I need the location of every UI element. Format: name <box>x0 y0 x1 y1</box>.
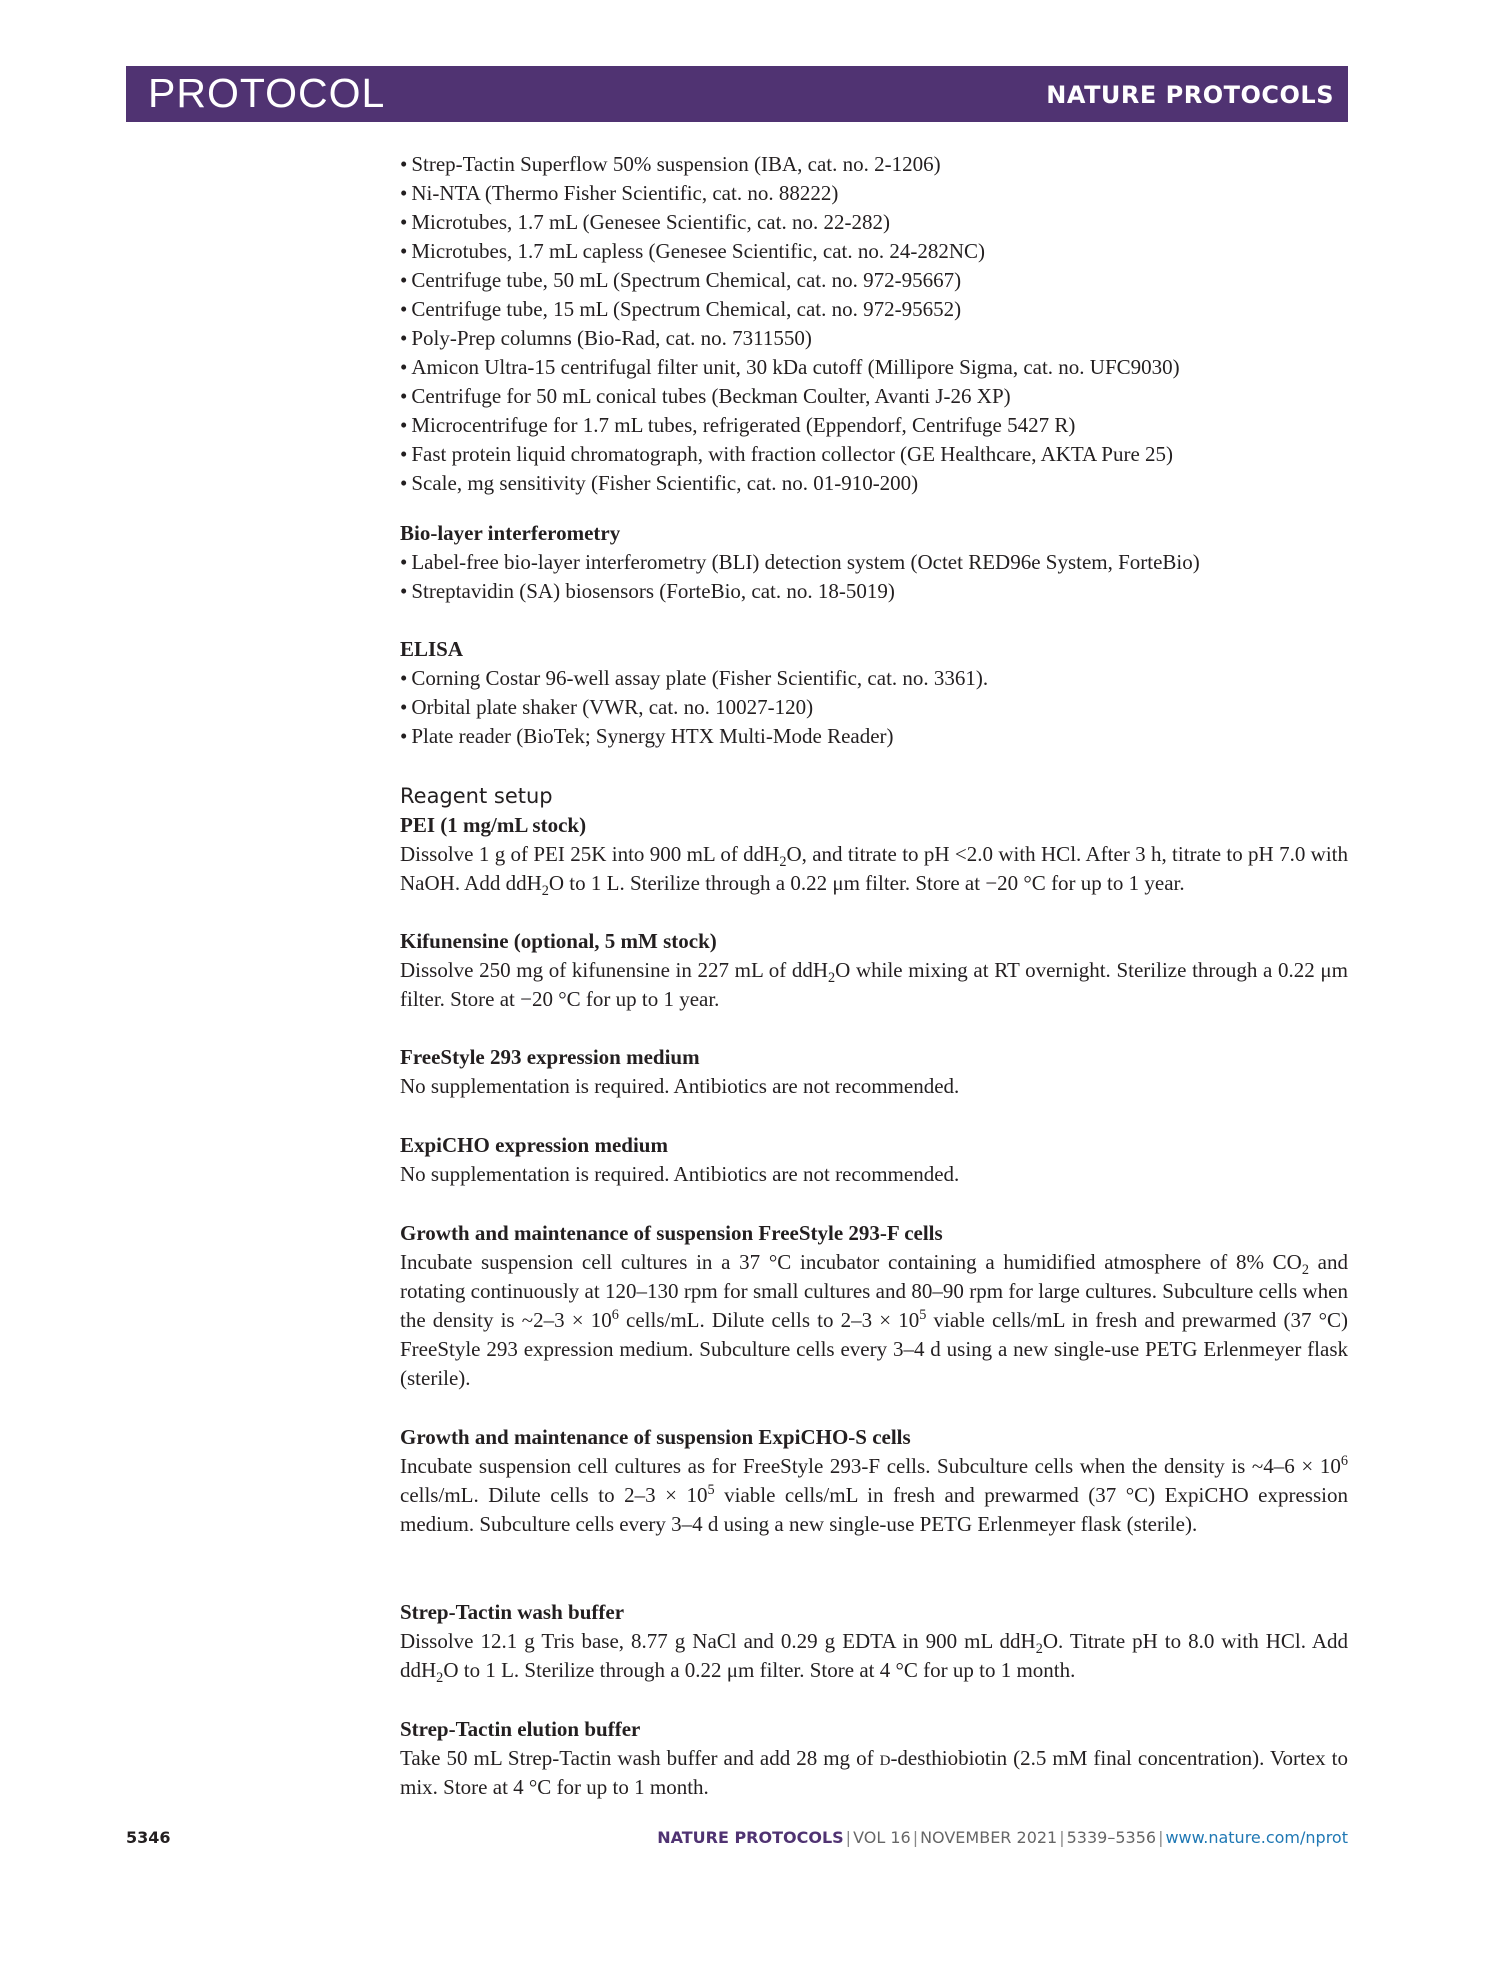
page-footer <box>126 1828 1348 1854</box>
footer-journal: NATURE PROTOCOLS <box>657 1828 844 1847</box>
list-item: • Orbital plate shaker (VWR, cat. no. 10027-120) <box>400 693 1348 722</box>
list-item: • Fast protein liquid chromatograph, with fraction collector (GE Healthcare, AKTA Pure 25) <box>400 440 1348 469</box>
paragraph: Dissolve 250 mg of kifunensine in 227 mL of ddH$_2$O while mixing at RT overnight. Sterilize through a 0.22 μm filter. Store at −20 °C for up to 1 year. <box>400 958 1348 1011</box>
freestyle-cells-block <box>400 1219 1348 1393</box>
list-item: • Centrifuge tube, 15 mL (Spectrum Chemical, cat. no. 972-95652) <box>400 295 1348 324</box>
kifunensine-block <box>400 927 1348 1014</box>
subsection-heading: Growth and maintenance of suspension FreeStyle 293-F cells <box>400 1221 943 1245</box>
list-item: • Corning Costar 96-well assay plate (Fisher Scientific, cat. no. 3361). <box>400 664 1348 693</box>
subsection-heading: Growth and maintenance of suspension ExpiCHO-S cells <box>400 1425 911 1449</box>
equipment-list <box>400 150 1348 498</box>
paragraph: Dissolve 12.1 g Tris base, 8.77 g NaCl and 0.29 g EDTA in 900 mL ddH$_2$O. Titrate pH to 8.0 with HCl. Add ddH$_2$O to 1 L. Sterilize through a 0.22 μm filter. Store at 4 °C for up to 1 month. <box>400 1629 1348 1687</box>
list-item: • Strep-Tactin Superflow 50% suspension (IBA, cat. no. 2-1206) <box>400 150 1348 179</box>
freestyle-medium-block <box>400 1043 1348 1101</box>
pei-block <box>400 811 1348 898</box>
page-number: 5346 <box>126 1828 171 1847</box>
paragraph: Incubate suspension cell cultures as for FreeStyle 293-F cells. Subculture cells when the density is ~4–6 × $10^6$ cells/mL. Dilute cells to $2-3 \times 10^5$ viable cells/mL in fresh and prewarmed (37 °C) ExpiCHO expression medium. Subculture cells every 3–4 d using a new single-use PETG Erlenmeyer flask (sterile). <box>400 1453 1348 1536</box>
subsection-heading: PEI (1 mg/mL stock) <box>400 813 587 837</box>
expicho-cells-block <box>400 1423 1348 1539</box>
journal-name: NATURE PROTOCOLS <box>1046 81 1334 109</box>
list-item: • Microtubes, 1.7 mL (Genesee Scientific, cat. no. 22-282) <box>400 208 1348 237</box>
list-item: • Ni-NTA (Thermo Fisher Scientific, cat. no. 88222) <box>400 179 1348 208</box>
journal-header-bar <box>126 66 1348 122</box>
reagent-setup-section <box>400 782 1348 811</box>
subsection-heading: Strep-Tactin elution buffer <box>400 1717 641 1741</box>
section-heading: ELISA <box>400 637 464 661</box>
paragraph: Take 50 mL Strep-Tactin wash buffer and add 28 mg of d-desthiobiotin (2.5 mM final concentration). Vortex to mix. Store at 4 °C for up to 1 month. <box>400 1746 1348 1799</box>
subsection-heading: Strep-Tactin wash buffer <box>400 1600 625 1624</box>
subsection-heading: FreeStyle 293 expression medium <box>400 1045 700 1069</box>
footer-url-link[interactable]: www.nature.com/nprot <box>1165 1828 1348 1847</box>
section-label: PROTOCOL <box>148 70 386 116</box>
citation: NATURE PROTOCOLS | VOL 16 | NOVEMBER 2021 | 5339–5356 | www.nature.com/nprot <box>657 1828 1348 1847</box>
footer-pages: 5339–5356 <box>1066 1828 1157 1847</box>
bli-list <box>400 548 1348 606</box>
subsection-heading: ExpiCHO expression medium <box>400 1133 668 1157</box>
paragraph: No supplementation is required. Antibiotics are not recommended. <box>400 1074 960 1098</box>
footer-date: NOVEMBER 2021 <box>920 1828 1058 1847</box>
list-item: • Centrifuge tube, 50 mL (Spectrum Chemical, cat. no. 972-95667) <box>400 266 1348 295</box>
section-heading: Bio-layer interferometry <box>400 521 621 545</box>
elution-buffer-block <box>400 1715 1348 1802</box>
footer-volume: VOL 16 <box>853 1828 911 1847</box>
elisa-section <box>400 635 1348 751</box>
list-item: • Centrifuge for 50 mL conical tubes (Beckman Coulter, Avanti J-26 XP) <box>400 382 1348 411</box>
paragraph: Incubate suspension cell cultures in a 37 °C incubator containing a humidified atmosphere of 8% $CO_2$ and rotating continuously at 120–130 rpm for small cultures and 80–90 rpm for large cultures. Subculture cells when the density is ~2–3 × $10^6$ cells/mL. Dilute cells to $2-3 \times 10^5$ viable cells/mL in fresh and prewarmed (37 °C) FreeStyle 293 expression medium. Subculture cells every 3–4 d using a new single-use PETG Erlenmeyer flask (sterile). <box>400 1250 1348 1390</box>
list-item: • Plate reader (BioTek; Synergy HTX Multi-Mode Reader) <box>400 722 1348 751</box>
list-item: • Scale, mg sensitivity (Fisher Scientific, cat. no. 01-910-200) <box>400 469 1348 498</box>
section-title: Reagent setup <box>400 784 553 808</box>
expicho-medium-block <box>400 1131 1348 1189</box>
bli-section <box>400 519 1348 606</box>
wash-buffer-block <box>400 1598 1348 1685</box>
paragraph: No supplementation is required. Antibiotics are not recommended. <box>400 1162 960 1186</box>
subsection-heading: Kifunensine (optional, 5 mM stock) <box>400 929 717 953</box>
list-item: • Label-free bio-layer interferometry (BLI) detection system (Octet RED96e System, ForteBio) <box>400 548 1348 577</box>
list-item: • Amicon Ultra-15 centrifugal filter unit, 30 kDa cutoff (Millipore Sigma, cat. no. UFC9030) <box>400 353 1348 382</box>
list-item: • Microtubes, 1.7 mL capless (Genesee Scientific, cat. no. 24-282NC) <box>400 237 1348 266</box>
list-item: • Streptavidin (SA) biosensors (ForteBio, cat. no. 18-5019) <box>400 577 1348 606</box>
list-item: • Microcentrifuge for 1.7 mL tubes, refrigerated (Eppendorf, Centrifuge 5427 R) <box>400 411 1348 440</box>
elisa-list <box>400 664 1348 751</box>
list-item: • Poly-Prep columns (Bio-Rad, cat. no. 7311550) <box>400 324 1348 353</box>
paragraph: Dissolve 1 g of PEI 25K into 900 mL of ddH$_2$O, and titrate to pH <2.0 with HCl. After 3 h, titrate to pH 7.0 with NaOH. Add ddH$_2$O to 1 L. Sterilize through a 0.22 μm filter. Store at −20 °C for up to 1 year. <box>400 842 1348 900</box>
